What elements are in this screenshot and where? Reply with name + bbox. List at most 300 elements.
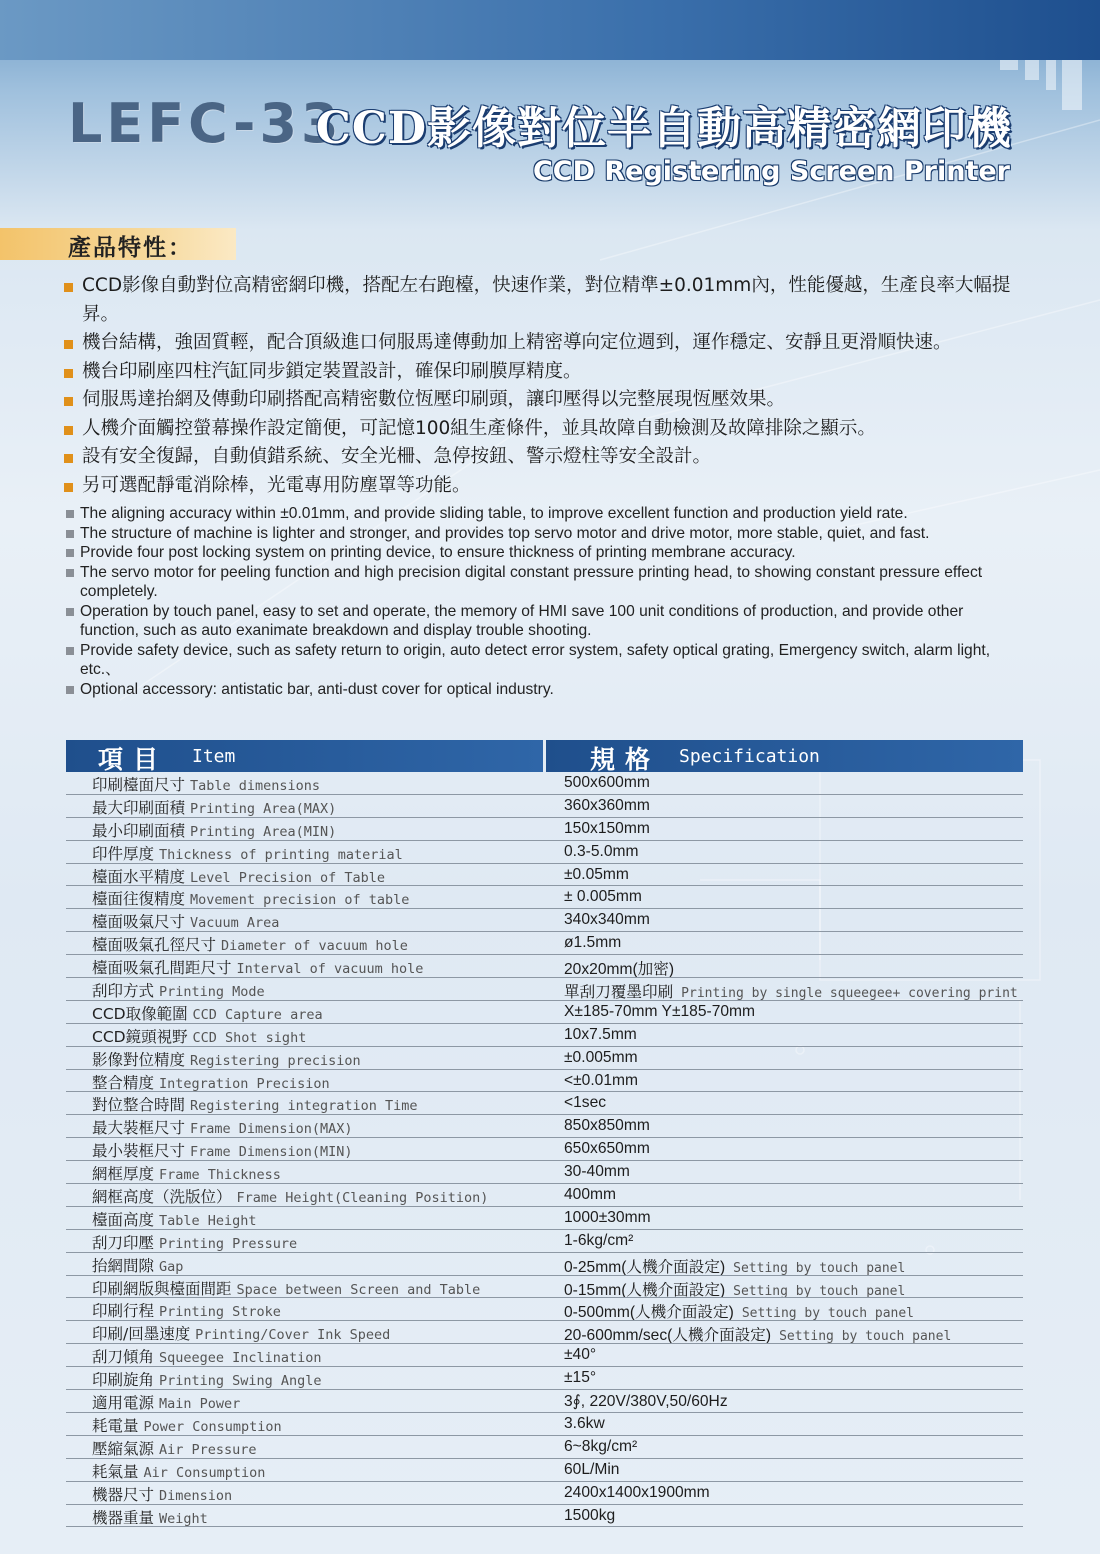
spec-item-label <box>92 887 409 908</box>
table-row <box>66 909 1023 932</box>
table-row <box>66 1344 1023 1367</box>
spec-item-label <box>92 1208 257 1229</box>
spec-item-cell <box>66 1070 543 1092</box>
spec-value: ±40° <box>564 1346 597 1364</box>
spec-item-zh: CCD取像範圍 <box>92 1004 188 1023</box>
feature-zh-item: 設有安全復歸，自動偵錯系統、安全光柵、急停按鈕、警示燈柱等安全設計。 <box>64 443 1024 472</box>
spec-item-label <box>92 1093 418 1114</box>
spec-value-cell <box>546 1024 1023 1046</box>
spec-item-en: Air Consumption <box>143 1464 266 1481</box>
bullet-icon <box>64 283 73 292</box>
spec-item-en: CCD Capture area <box>192 1006 323 1023</box>
bullet-icon <box>64 340 73 349</box>
specification-table <box>66 740 1023 1527</box>
feature-en-item: Operation by touch panel, easy to set and operate, the memory of HMI save 100 unit conditions of production, and provide other function, such as auto exanimate breakdown and display trouble shooting. <box>64 602 1024 641</box>
spec-value: 3∮, 220V/380V,50/60Hz <box>564 1393 728 1411</box>
spec-item-zh: 耗氣量 <box>92 1462 139 1481</box>
spec-value-cell <box>546 1115 1023 1137</box>
table-row <box>66 1161 1023 1184</box>
spec-value-text <box>564 1003 755 1021</box>
spec-value: 0.3-5.0mm <box>564 842 639 860</box>
spec-value: ±0.05mm <box>564 865 629 883</box>
spec-value-cell <box>546 1253 1023 1275</box>
spec-item-en: Air Pressure <box>158 1441 257 1458</box>
spec-item-zh: 網框厚度 <box>92 1165 155 1184</box>
spec-value-cell <box>546 1161 1023 1183</box>
spec-item-zh: 印件厚度 <box>92 844 155 863</box>
spec-item-zh: 印刷檯面尺寸 <box>92 776 186 794</box>
spec-header-en: Specification <box>679 746 820 767</box>
spec-item-cell <box>66 841 543 863</box>
spec-item-cell <box>66 978 543 1000</box>
bullet-icon <box>66 530 74 538</box>
feature-en-item: Provide four post locking system on printing device, to ensure thickness of printing membrane accuracy. <box>64 543 1024 563</box>
spec-value-text <box>564 1117 650 1135</box>
spec-value: 400mm <box>564 1186 616 1204</box>
table-row <box>66 1024 1023 1047</box>
table-row <box>66 1184 1023 1207</box>
spec-item-label <box>92 1231 297 1252</box>
spec-item-zh: 檯面高度 <box>92 1210 155 1229</box>
spec-item-zh: 抬網間隙 <box>92 1256 155 1275</box>
spec-value: 850x850mm <box>564 1117 650 1135</box>
table-row <box>66 841 1023 864</box>
spec-item-zh: 最大裝框尺寸 <box>92 1119 186 1138</box>
spec-item-zh: 整合精度 <box>92 1073 155 1092</box>
spec-item-label <box>92 773 320 794</box>
spec-item-label <box>92 1437 257 1458</box>
spec-value-text <box>564 934 621 952</box>
table-row <box>66 955 1023 978</box>
spec-value-cell <box>546 1413 1023 1435</box>
spec-value: 1000±30mm <box>564 1208 651 1226</box>
spec-value-text <box>564 774 650 792</box>
spec-value: 0-15mm(人機介面設定) <box>564 1281 726 1298</box>
spec-item-zh: 最小印刷面積 <box>92 821 186 840</box>
spec-item-zh: 影像對位精度 <box>92 1050 186 1069</box>
spec-item-label <box>92 1277 480 1298</box>
spec-item-en: Interval of vacuum hole <box>236 961 424 978</box>
spec-value-cell <box>546 1505 1023 1527</box>
spec-value-text <box>564 1163 630 1181</box>
table-row <box>66 1070 1023 1093</box>
spec-item-cell <box>66 1184 543 1206</box>
spec-item-cell <box>66 1505 543 1527</box>
spec-value-text <box>564 911 650 929</box>
spec-item-zh: 檯面吸氣尺寸 <box>92 913 186 932</box>
spec-item-label <box>92 796 336 817</box>
spec-value-text <box>564 1392 728 1411</box>
spec-item-label <box>92 910 279 931</box>
spec-value-cell <box>546 864 1023 886</box>
spec-value-text <box>564 866 629 884</box>
table-row <box>66 932 1023 955</box>
spec-value: 500x600mm <box>564 774 650 791</box>
feature-en-item: Optional accessory: antistatic bar, anti-dust cover for optical industry. <box>64 680 1024 700</box>
spec-item-cell <box>66 1413 543 1435</box>
spec-item-cell <box>66 1092 543 1114</box>
spec-value-cell <box>546 1001 1023 1023</box>
spec-value: 340x340mm <box>564 911 650 929</box>
table-row <box>66 772 1023 795</box>
spec-item-en: Registering integration Time <box>189 1098 418 1115</box>
table-row <box>66 1367 1023 1390</box>
spec-item-en: Printing Pressure <box>158 1235 298 1252</box>
spec-value-cell <box>546 1344 1023 1366</box>
spec-item-en: Printing Mode <box>158 984 265 1000</box>
spec-value-note: Printing by single squeegee+ covering print <box>681 986 1018 1000</box>
spec-item-en: Frame Thickness <box>158 1167 281 1184</box>
spec-value-text <box>564 1461 619 1479</box>
spec-item-zh: CCD鏡頭視野 <box>92 1027 188 1046</box>
spec-item-label <box>92 1368 322 1389</box>
spec-item-en: Printing Swing Angle <box>158 1373 322 1390</box>
feature-zh-item: CCD影像自動對位高精密網印機，搭配左右跑檯，快速作業，對位精準±0.01mm內，性能優越，生產良率大幅提昇。 <box>64 272 1024 329</box>
item-column-header <box>66 740 543 772</box>
spec-item-cell <box>66 1047 543 1069</box>
bullet-icon <box>66 686 74 694</box>
spec-value-text <box>564 1186 616 1204</box>
spec-value: 6~8kg/cm² <box>564 1437 638 1455</box>
spec-item-en: Thickness of printing material <box>158 846 403 863</box>
spec-item-en: Printing Area(MAX) <box>189 800 337 817</box>
spec-item-label <box>92 1116 353 1137</box>
table-row <box>66 1298 1023 1321</box>
bullet-icon <box>64 397 73 406</box>
spec-value-text <box>564 980 1018 1000</box>
spec-item-cell <box>66 1459 543 1481</box>
bullet-icon <box>64 369 73 378</box>
feature-zh-item: 人機介面觸控螢幕操作設定簡便，可記憶100組生產條件，並具故障自動檢測及故障排除之顯示。 <box>64 415 1024 444</box>
spec-header-zh: 規格 <box>590 745 661 774</box>
spec-item-cell <box>66 1230 543 1252</box>
spec-item-zh: 刮刀印壓 <box>92 1233 155 1252</box>
spec-value-cell <box>546 772 1023 794</box>
spec-value-cell <box>546 909 1023 931</box>
spec-value: 60L/Min <box>564 1460 620 1478</box>
spec-value-cell <box>546 1459 1023 1481</box>
spec-value-text <box>564 1300 914 1320</box>
spec-value-text <box>564 1026 637 1044</box>
spec-value: 1500kg <box>564 1506 616 1524</box>
bullet-icon <box>66 549 74 557</box>
spec-item-cell <box>66 1207 543 1229</box>
bullet-icon <box>64 483 73 492</box>
spec-item-zh: 檯面吸氣孔徑尺寸 <box>92 936 217 955</box>
spec-value-cell <box>546 1138 1023 1160</box>
item-header-zh: 項目 <box>98 745 169 774</box>
spec-item-label <box>92 1025 306 1046</box>
spec-value: ±15° <box>564 1369 597 1387</box>
spec-value-cell <box>546 932 1023 954</box>
spec-item-cell <box>66 1276 543 1298</box>
spec-item-zh: 適用電源 <box>92 1394 155 1412</box>
spec-value-text <box>564 888 642 906</box>
table-row <box>66 1092 1023 1115</box>
bullet-icon <box>64 426 73 435</box>
feature-en-item: The aligning accuracy within ±0.01mm, and provide sliding table, to improve excellent function and production yield rate. <box>64 504 1024 524</box>
spec-value-text <box>564 1507 615 1525</box>
spec-value: 150x150mm <box>564 819 650 837</box>
table-row <box>66 1276 1023 1299</box>
spec-value-cell <box>546 1390 1023 1412</box>
spec-item-label <box>92 1460 265 1481</box>
spec-value-cell <box>546 955 1023 977</box>
spec-item-label <box>92 865 385 886</box>
spec-item-zh: 檯面往復精度 <box>92 890 186 909</box>
spec-item-en: Frame Height(Cleaning Position) <box>236 1190 489 1206</box>
table-row <box>66 1115 1023 1138</box>
spec-item-cell <box>66 1344 543 1366</box>
spec-item-label <box>92 1483 232 1504</box>
spec-column-header <box>546 740 1023 772</box>
spec-item-zh: 印刷網版與檯面間距 <box>92 1279 232 1298</box>
feature-zh-item: 機台印刷座四柱汽缸同步鎖定裝置設計，確保印刷膜厚精度。 <box>64 358 1024 387</box>
spec-value-cell <box>546 1230 1023 1252</box>
spec-item-label <box>92 1391 240 1412</box>
table-row <box>66 1047 1023 1070</box>
spec-item-cell <box>66 1138 543 1160</box>
spec-item-cell <box>66 1367 543 1389</box>
spec-item-cell <box>66 1390 543 1412</box>
spec-value: 3.6kw <box>564 1414 605 1432</box>
table-row <box>66 1207 1023 1230</box>
spec-value-cell <box>546 1298 1023 1320</box>
spec-item-zh: 網框高度（洗版位） <box>92 1188 232 1206</box>
spec-value: 10x7.5mm <box>564 1025 637 1043</box>
spec-item-cell <box>66 909 543 931</box>
spec-value-cell <box>546 1482 1023 1504</box>
table-row <box>66 1321 1023 1344</box>
spec-item-zh: 印刷/回墨速度 <box>92 1325 191 1344</box>
spec-item-en: Dimension <box>158 1487 233 1504</box>
spec-item-cell <box>66 1298 543 1320</box>
spec-item-en: Power Consumption <box>143 1418 282 1435</box>
spec-value: <±0.01mm <box>564 1071 638 1089</box>
table-row <box>66 1505 1023 1528</box>
spec-item-label <box>92 1322 390 1343</box>
bullet-icon <box>66 569 74 577</box>
spec-item-label <box>92 1185 488 1206</box>
spec-item-en: Movement precision of table <box>189 892 410 909</box>
spec-value: 0-25mm(人機介面設定) <box>564 1258 726 1275</box>
spec-item-en: Integration Precision <box>158 1075 330 1092</box>
spec-value-cell <box>546 886 1023 908</box>
spec-item-zh: 機器重量 <box>92 1508 155 1527</box>
spec-item-zh: 檯面水平精度 <box>92 867 186 886</box>
spec-value: ø1.5mm <box>564 934 622 952</box>
table-row <box>66 978 1023 1001</box>
spec-item-label <box>92 1139 353 1160</box>
top-banner-strip <box>0 0 1100 60</box>
spec-value: ±0.005mm <box>564 1048 638 1066</box>
spec-item-cell <box>66 932 543 954</box>
table-row <box>66 795 1023 818</box>
spec-item-en: Registering precision <box>189 1052 361 1069</box>
spec-item-en: Vacuum Area <box>189 915 280 932</box>
spec-item-en: Frame Dimension(MIN) <box>189 1144 353 1161</box>
spec-item-zh: 最大印刷面積 <box>92 798 186 817</box>
features-list-english <box>64 504 1024 699</box>
spec-value-text <box>564 1232 633 1250</box>
features-heading-bar <box>0 228 236 260</box>
bullet-icon <box>64 454 73 463</box>
spec-value-text <box>564 1072 638 1090</box>
spec-value-note: Setting by touch panel <box>733 1260 906 1275</box>
spec-value: 2400x1400x1900mm <box>564 1483 710 1501</box>
spec-item-en: Gap <box>158 1258 184 1275</box>
spec-item-en: Table dimensions <box>189 778 320 794</box>
spec-item-label <box>92 842 403 863</box>
spec-value-cell <box>546 978 1023 1000</box>
spec-value: 1-6kg/cm² <box>564 1231 634 1249</box>
table-row <box>66 1482 1023 1505</box>
bullet-icon <box>66 647 74 655</box>
table-row <box>66 1230 1023 1253</box>
spec-item-cell <box>66 1253 543 1275</box>
spec-item-en: Printing Stroke <box>158 1304 281 1321</box>
table-row <box>66 1413 1023 1436</box>
spec-value-text <box>564 1369 596 1387</box>
feature-zh-item: 機台結構，強固質輕，配合頂級進口伺服馬達傳動加上精密導向定位週到，運作穩定、安靜且更滑順快速。 <box>64 329 1024 358</box>
spec-item-label <box>92 1254 183 1275</box>
spec-value-cell <box>546 1047 1023 1069</box>
spec-value-text <box>564 1140 650 1158</box>
spec-value-cell <box>546 1276 1023 1298</box>
spec-item-cell <box>66 1024 543 1046</box>
spec-table-body <box>66 772 1023 1527</box>
spec-item-en: Level Precision of Table <box>189 869 386 886</box>
spec-item-label <box>92 1506 208 1527</box>
spec-item-cell <box>66 1161 543 1183</box>
spec-item-zh: 機器尺寸 <box>92 1485 155 1504</box>
spec-item-label <box>92 1002 323 1023</box>
spec-item-zh: 對位整合時間 <box>92 1096 186 1115</box>
spec-value: <1sec <box>564 1094 607 1112</box>
spec-item-en: Frame Dimension(MAX) <box>189 1121 353 1138</box>
spec-item-en: Printing Area(MIN) <box>189 823 337 840</box>
spec-item-cell <box>66 1115 543 1137</box>
spec-value-text <box>564 820 650 838</box>
model-number: LEFC-33 <box>68 92 343 155</box>
product-title-chinese: CCD影像對位半自動高精密網印機 <box>315 103 1012 154</box>
feature-zh-item: 另可選配靜電消除棒，光電專用防塵罩等功能。 <box>64 472 1024 501</box>
spec-item-cell <box>66 818 543 840</box>
spec-item-cell <box>66 795 543 817</box>
spec-value: 30-40mm <box>564 1163 630 1181</box>
spec-value-cell <box>546 1321 1023 1343</box>
spec-value-text <box>564 1438 637 1456</box>
spec-value-note: Setting by touch panel <box>779 1329 952 1344</box>
spec-item-zh: 刮刀傾角 <box>92 1348 155 1367</box>
spec-value-cell <box>546 1436 1023 1458</box>
spec-item-en: Weight <box>158 1510 208 1527</box>
spec-value-text <box>564 1094 606 1112</box>
spec-item-label <box>92 819 336 840</box>
spec-value: 20-600mm/sec(人機介面設定) <box>564 1327 772 1344</box>
spec-value-cell <box>546 1092 1023 1114</box>
features-list-chinese <box>64 272 1024 500</box>
spec-table-header <box>66 740 1023 772</box>
spec-item-label <box>92 1414 282 1435</box>
table-row <box>66 818 1023 841</box>
product-title-english: CCD Registering Screen Printer <box>532 156 1010 187</box>
spec-item-cell <box>66 772 543 794</box>
spec-value: 650x650mm <box>564 1140 650 1158</box>
table-row <box>66 864 1023 887</box>
spec-item-cell <box>66 864 543 886</box>
spec-item-cell <box>66 1436 543 1458</box>
spec-value-note: Setting by touch panel <box>741 1306 914 1321</box>
spec-item-en: Table Height <box>158 1212 257 1229</box>
bullet-icon <box>66 510 74 518</box>
spec-item-cell <box>66 1321 543 1343</box>
spec-value-cell <box>546 1207 1023 1229</box>
spec-item-label <box>92 1299 281 1320</box>
spec-value-text <box>564 1255 905 1275</box>
spec-item-zh: 印刷行程 <box>92 1302 155 1321</box>
spec-item-cell <box>66 886 543 908</box>
feature-en-item: The servo motor for peeling function and high precision digital constant pressure printing head, to showing constant pressure effect completely. <box>64 563 1024 602</box>
spec-value-text <box>564 843 639 861</box>
features-heading: 產品特性： <box>68 235 193 261</box>
spec-item-label <box>92 1048 361 1069</box>
table-row <box>66 1138 1023 1161</box>
spec-item-zh: 壓縮氣源 <box>92 1439 155 1458</box>
spec-item-zh: 檯面吸氣孔間距尺寸 <box>92 959 232 978</box>
spec-value-text <box>564 1346 596 1364</box>
feature-zh-item: 伺服馬達抬網及傳動印刷搭配高精密數位恆壓印刷頭，讓印壓得以完整展現恆壓效果。 <box>64 386 1024 415</box>
spec-value: X±185-70mm Y±185-70mm <box>564 1002 756 1020</box>
spec-item-cell <box>66 1482 543 1504</box>
spec-value-cell <box>546 841 1023 863</box>
spec-value: 20x20mm(加密) <box>564 961 675 978</box>
spec-value-text <box>564 797 650 815</box>
spec-value: 0-500mm(人機介面設定) <box>564 1304 734 1321</box>
spec-value: ± 0.005mm <box>564 888 642 906</box>
spec-item-en: CCD Shot sight <box>192 1029 307 1046</box>
spec-item-zh: 刮印方式 <box>92 982 155 1000</box>
spec-item-label <box>92 1345 322 1366</box>
spec-item-en: Main Power <box>158 1396 241 1412</box>
spec-value-text <box>564 1484 710 1502</box>
spec-item-en: Squeegee Inclination <box>158 1350 322 1367</box>
spec-value-cell <box>546 1070 1023 1092</box>
spec-item-label <box>92 956 423 977</box>
spec-item-label <box>92 933 408 954</box>
spec-item-en: Space between Screen and Table <box>236 1281 481 1298</box>
spec-item-cell <box>66 955 543 977</box>
spec-value-cell <box>546 818 1023 840</box>
spec-item-label <box>92 979 265 1000</box>
table-row <box>66 1436 1023 1459</box>
table-row <box>66 886 1023 909</box>
feature-en-item: Provide safety device, such as safety return to origin, auto detect error system, safety optical grating, Emergency switch, alarm light, etc.、 <box>64 641 1024 680</box>
spec-item-en: Printing/Cover Ink Speed <box>195 1327 391 1344</box>
table-row <box>66 1253 1023 1276</box>
spec-value-text <box>564 1278 905 1298</box>
spec-value-text <box>564 1049 638 1067</box>
spec-item-label <box>92 1071 330 1092</box>
spec-value-cell <box>546 795 1023 817</box>
spec-item-zh: 最小裝框尺寸 <box>92 1142 186 1161</box>
table-row <box>66 1459 1023 1482</box>
spec-value-text <box>564 957 674 977</box>
spec-value: 單刮刀覆墨印刷 <box>564 984 674 1000</box>
bullet-icon <box>66 608 74 616</box>
spec-value-text <box>564 1323 951 1343</box>
item-header-en: Item <box>192 746 236 767</box>
